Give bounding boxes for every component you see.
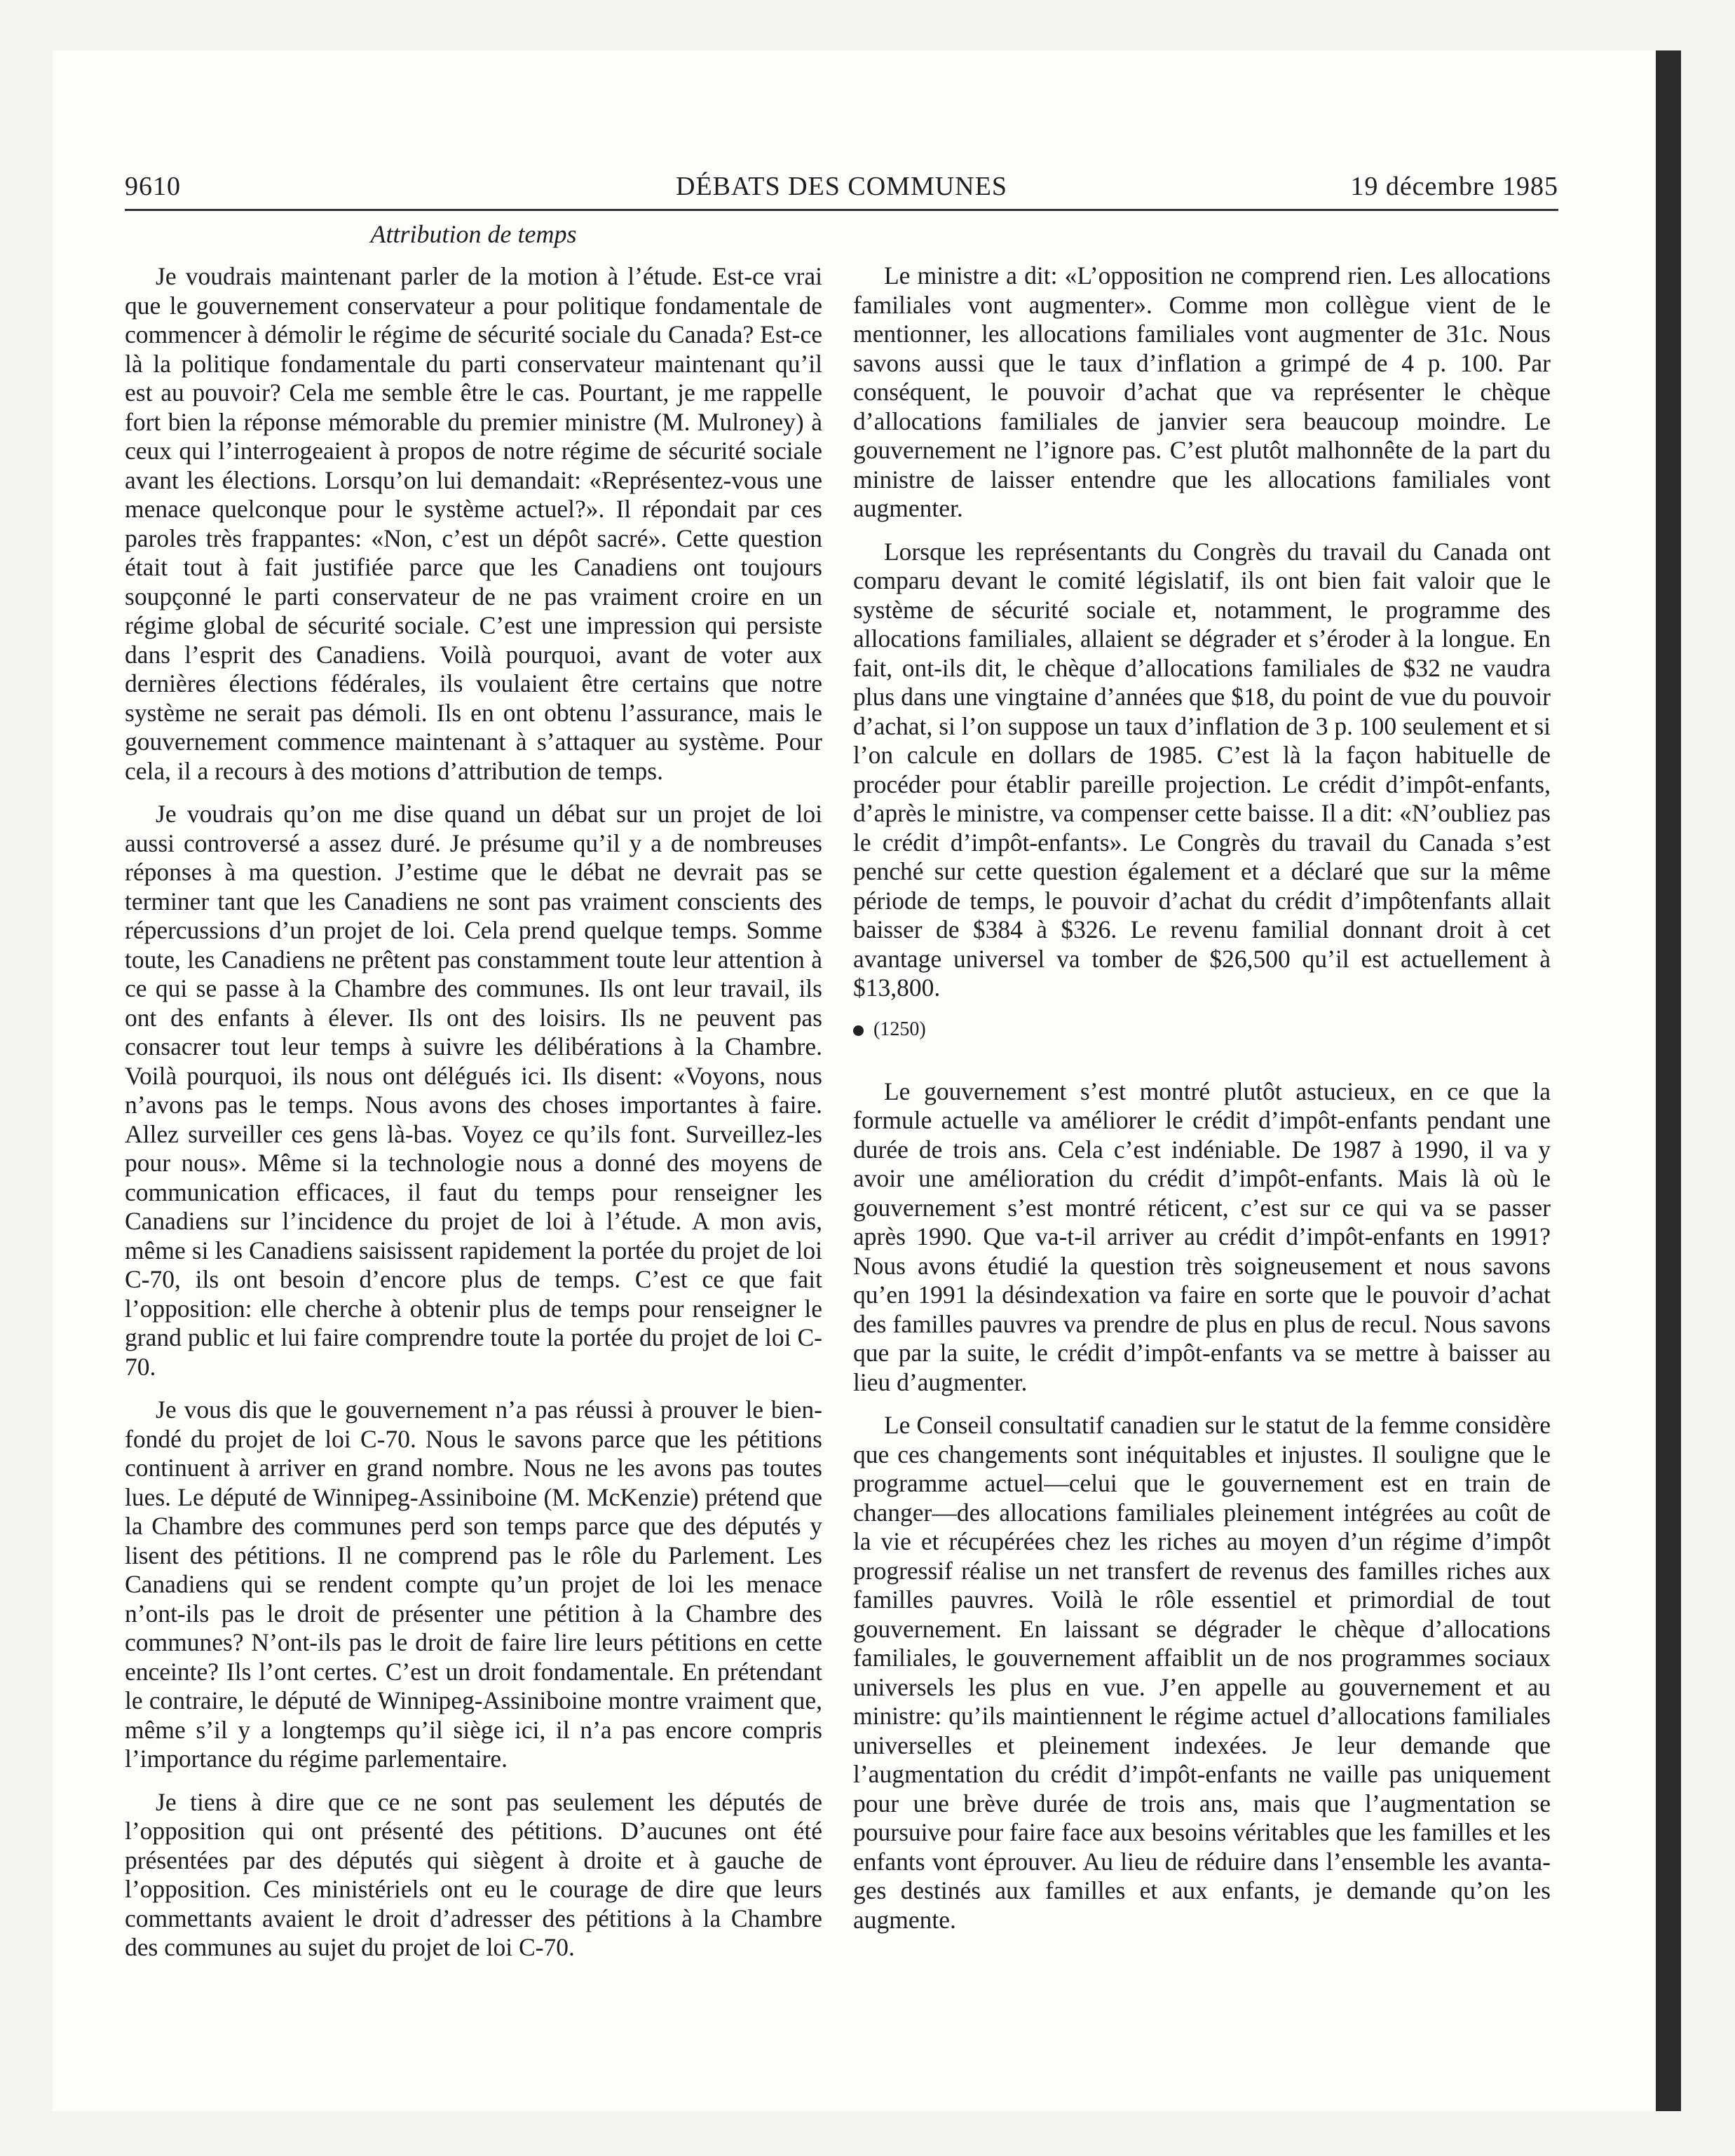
page-header [125, 168, 1558, 211]
paragraph: Le Conseil consultatif canadien sur le statut de la femme considère que ces changements sont inéquitables et injustes. Il souligne que le programme actuel—celui que le gouvernement est en train de changer—des allocations familiales pleinement intégrées au coût de la vie et récupérées chez les riches au moyen d’un régime d’impôt progressif réalise un net transfert de revenus des familles riches aux familles pauvres. Voilà le rôle essentiel et primordial de tout gouvernement. En laissant se dégrader le chèque d’allocations familiales, le gouvernement affaiblit un de nos programmes sociaux universels les plus en vue. J’en appelle au gouvernement et au ministre: qu’ils maintiennent le régime actuel d’allocations familiales universelles et pleinement indexées. Je leur demande que l’augmentation du crédit d’impôt-enfants ne vaille pas uniquement pour une brève durée de trois ans, mais que l’augmentation se poursuive pour faire face aux besoins véritables que les familles et les enfants vont éprouver. Au lieu de réduire dans l’ensemble les avantages destinés aux familles et aux enfants, je demande qu’on les augmente. [853, 1411, 1551, 1934]
right-column [853, 261, 1551, 1949]
paragraph: Je voudrais qu’on me dise quand un débat sur un projet de loi aussi controversé a assez duré. Je présume qu’il y a de nombreuses réponses à ma question. J’estime que le débat ne devrait pas se terminer tant que les Canadiens ne sont pas vraiment conscients des répercussions d’un projet de loi. Cela prend quelque temps. Somme toute, les Canadiens ne prêtent pas constamment toute leur attention à ce qui se passe à la Chambre des communes. Ils ont leur travail, ils ont des enfants à élever. Ils ont des loisirs. Ils ne peuvent pas consacrer tout leur temps à suivre les délibérations à la Chambre. Voilà pourquoi, ils nous ont délégués ici. Ils disent: «Voyons, nous n’avons pas le temps. Nous avons des choses importantes à faire. Allez surveiller ces gens là-bas. Voyez ce qu’ils font. Surveillez-les pour nous». Même si la technologie nous a donné des moyens de communication efficaces, il faut du temps pour renseigner les Canadiens sur l’incidence du projet de loi à l’étude. A mon avis, même si les Canadiens saisissent rapidement la portée du projet de loi C-70, ils ont besoin d’encore plus de temps. C’est ce que fait l’opposition: elle cherche à obtenir plus de temps pour renseigner le grand public et lui faire comprendre toute la portée du projet de loi C-70. [125, 800, 822, 1381]
page-date: 19 décembre 1985 [1350, 172, 1558, 201]
paragraph: Le ministre a dit: «L’opposition ne comprend rien. Les allocations familiales vont augmenter». Comme mon collègue vient de le mentionner, les allocations familiales vont augmenter de 31c. Nous savons aussi que le taux d’inflation a grimpé de 4 p. 100. Par conséquent, le pouvoir d’achat que va représenter le chèque d’allocations familiales de janvier sera beaucoup moindre. Le gouvernement ne l’ignore pas. C’est plutôt malhonnête de la part du ministre de laisser entendre que les allocations familiales vont augmenter. [853, 261, 1551, 522]
publication-title: DÉBATS DES COMMUNES [676, 172, 1007, 201]
paragraph: Je vous dis que le gouvernement n’a pas réussi à prouver le bien-fondé du projet de loi C-70. Nous le savons parce que les pétitions continuent à arriver en grand nombre. Nous ne les avons pas toutes lues. Le député de Winnipeg-Assiniboine (M. McKenzie) prétend que la Chambre des communes perd son temps parce que des députés y lisent des pétitions. Il ne comprend pas le rôle du Parlement. Les Canadiens qui se rendent compte qu’un projet de loi les menace n’ont-ils pas le droit de présenter une pétition à la Chambre des communes? N’ont-ils pas le droit de faire lire leurs pétitions en cette enceinte? Ils l’ont certes. C’est un droit fondamentale. En prétendant le contraire, le député de Winnipeg-Assiniboine montre vraiment que, même s’il y a longtemps qu’il siège ici, il n’a pas encore compris l’importance du régime parlementaire. [125, 1396, 822, 1773]
section-heading: Attribution de temps [370, 220, 577, 248]
left-column [125, 219, 822, 1977]
time-marker-label: (1250) [873, 1018, 926, 1040]
paragraph: Je tiens à dire que ce ne sont pas seulement les députés de l’opposition qui ont présenté des pétitions. D’aucunes ont été présentées par des députés qui siègent à droite et à gauche de l’opposition. Ces ministériels ont eu le courage de dire que leurs commettants avaient le droit d’adresser des pétitions à la Chambre des communes au sujet du projet de loi C-70. [125, 1787, 822, 1961]
paragraph: Le gouvernement s’est montré plutôt astucieux, en ce que la formule actuelle va améliorer le crédit d’impôt-enfants pendant une durée de trois ans. Cela c’est indéniable. De 1987 à 1990, il va y avoir une amélioration du crédit d’impôt-enfants. Mais là où le gouvernement s’est montré réticent, c’est sur ce qui va se passer après 1990. Que va-t-il arriver au crédit d’impôt-enfants en 1991? Nous avons étudié la question très soigneusement et nous savons qu’en 1991 la désindexation va faire en sorte que le pouvoir d’achat des familles pauvres va prendre de plus en plus de recul. Nous savons que par la suite, le crédit d’impôt-enfants va se mettre à baisser au lieu d’augmenter. [853, 1077, 1551, 1396]
bullet-dot-icon [853, 1025, 864, 1036]
scan-edge-shadow [1656, 50, 1681, 2111]
page-number: 9610 [125, 172, 181, 201]
paragraph: Lorsque les représentants du Congrès du travail du Canada ont comparu devant le comité législatif, ils ont bien fait valoir que le système de sécurité sociale et, notamment, le programme des allocations familiales, allaient se dégrader et s’éroder à la longue. En fait, ont-ils dit, le chèque d’allocations familiales de $32 ne vaudra plus dans une vingtaine d’années que $18, du point de vue du pouvoir d’achat, si l’on suppose un taux d’inflation de 3 p. 100 seulement et si l’on calcule en dollars de 1985. C’est là la façon habituelle de procéder pour établir pareille projection. Le crédit d’impôt-enfants, d’après le ministre, va compenser cette baisse. Il a dit: «N’oubliez pas le crédit d’impôt-enfants». Le Congrès du travail du Canada s’est penché sur cette question également et a déclaré que sur la même période de temps, le pouvoir d’achat du crédit d’impôtenfants allait baisser de $384 à $326. Le revenu familial donnant droit à cet avantage universel va tomber de $26,500 qu’il est actuellement à $13,800. [853, 537, 1551, 1002]
time-marker [853, 1017, 1551, 1042]
paragraph: Je voudrais maintenant parler de la motion à l’étude. Est-ce vrai que le gouvernement conservateur a pour politique fondamentale de commencer à démolir le régime de sécurité sociale du Canada? Est-ce là la politique fondamentale du parti conservateur maintenant qu’il est au pouvoir? Cela me semble être le cas. Pourtant, je me rappelle fort bien la réponse mémorable du premier ministre (M. Mulroney) à ceux qui l’interrogeaient à propos de notre régime de sécurité sociale avant les élections. Lorsqu’on lui demandait: «Représentez-vous une menace quelconque pour le système actuel?». Il répondait par ces paroles très frappantes: «Non, c’est un dépôt sacré». Cette question était tout à fait justifiée parce que les Canadiens ont toujours soupçonné le parti conservateur de ne pas vraiment croire en un régime global de sécurité sociale. C’est une impression qui persiste dans l’esprit des Canadiens. Voilà pourquoi, avant de voter aux dernières élections fédérales, ils voulaient être certains que notre système ne serait pas démoli. Ils en ont obtenu l’assurance, mais le gouvernement commence maintenant à s’attaquer au système. Pour cela, il a recours à des motions d’attribution de temps. [125, 262, 822, 785]
